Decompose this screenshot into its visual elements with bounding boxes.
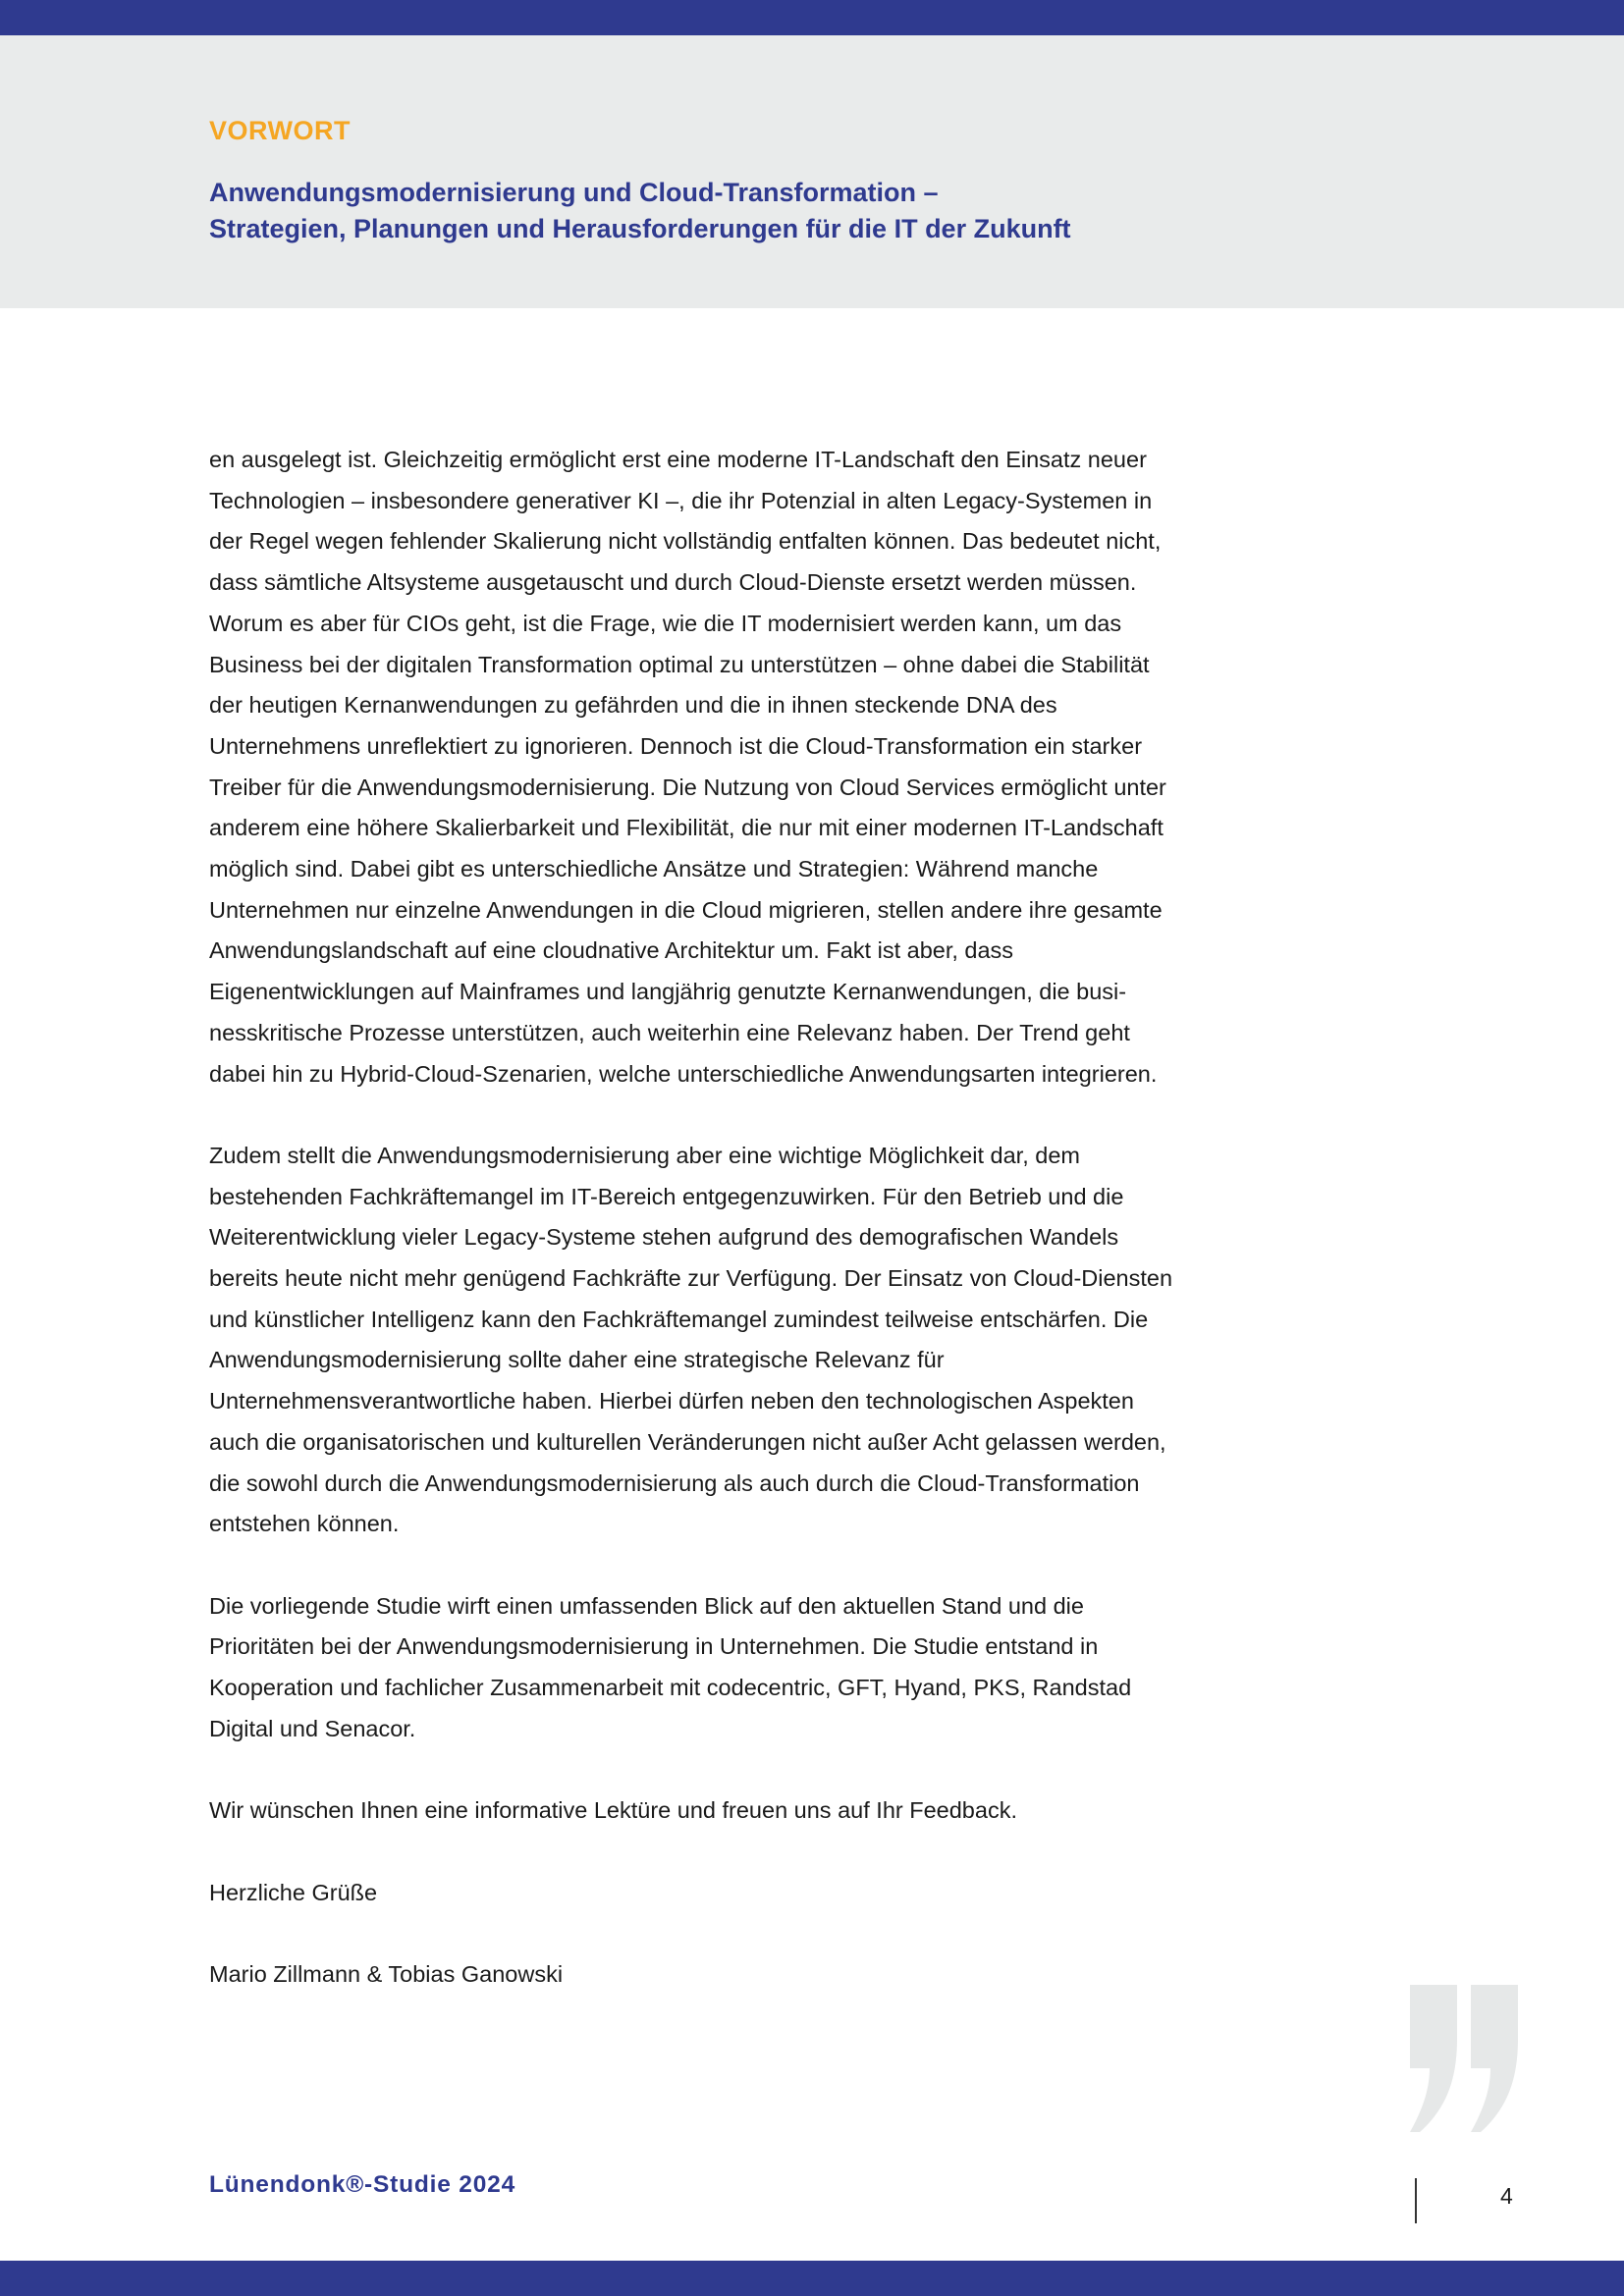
header-band	[0, 35, 1624, 308]
closing-greeting: Herzliche Grüße	[209, 1879, 378, 1905]
page-title-line-2: Strategien, Planungen und Herausforderungen für die IT der Zukunft	[209, 214, 1071, 243]
bottom-accent-bar	[0, 2261, 1624, 2296]
signature: Mario Zillmann & Tobias Ganowski	[209, 1960, 564, 1987]
top-accent-bar	[0, 0, 1624, 35]
paragraph-3: Die vorliegende Studie wirft einen umfassenden Blick auf den aktuellen Stand und die Prioritäten bei der Anwendungsmodernisierung in Unternehmen. Die Studie entstand in Kooperation und fachlicher Zusammenarbeit mit codecentric, GFT, Hyand, PKS, Randstad Digital und Senacor.	[209, 1592, 1132, 1741]
body-text	[209, 440, 1181, 1996]
paragraph-1: en ausgelegt ist. Gleichzeitig ermöglicht erst eine moderne IT-Landschaft den Einsatz neuer Technologien – insbesondere generativer KI –, die ihr Potenzial in alten Legacy-Systemen in der Regel wegen fehlender Skalierung nicht vollständig entfalten können. Das bedeutet nicht, dass sämtliche Altsysteme ausgetauscht und durch Cloud-Dienste ersetzt werden müssen. Worum es aber für CIOs geht, ist die Frage, wie die IT modernisiert werden kann, um das Business bei der digitalen Transformation optimal zu unterstützen – ohne dabei die Stabilität der heutigen Kernanwendungen zu gefährden und die in ihnen steckende DNA des Unternehmens unreflektiert zu ignorieren. Dennoch ist die Cloud-Transformation ein starker Treiber für die Anwendungsmodernisierung. Die Nutzung von Cloud Services ermöglicht unter anderem eine höhere Skalierbarkeit und Flexibilität, die nur mit einer modernen IT-Landschaft möglich sind. Dabei gibt es unterschiedliche Ansätze und Strategien: Während manche Unternehmen nur einzelne Anwendungen in die Cloud migrieren, stellen andere ihre gesamte Anwendungslandschaft auf eine cloudnative Architektur um. Fakt ist aber, dass Eigenentwicklungen auf Mainframes und langjährig genutzte Kernanwendungen, die businesskritische Prozesse unterstützen, auch weiterhin eine Relevanz haben. Der Trend geht dabei hin zu Hybrid-Cloud-Szenarien, welche unterschiedliche Anwendungsarten integrieren.	[209, 447, 1166, 1087]
paragraph-4: Wir wünschen Ihnen eine informative Lektüre und freuen uns auf Ihr Feedback.	[209, 1797, 1017, 1824]
closing-quote-icon	[1410, 1985, 1528, 2132]
footer-brand: Lünendonk®-Studie 2024	[209, 2171, 515, 2198]
paragraph-2: Zudem stellt die Anwendungsmodernisierung aber eine wichtige Möglichkeit dar, dem bestehenden Fachkräftemangel im IT-Bereich entgegenzuwirken. Für den Betrieb und die Weiterentwicklung vieler Legacy-Systeme stehen aufgrund des demografischen Wandels bereits heute nicht mehr genügend Fachkräfte zur Verfügung. Der Einsatz von Cloud-Diensten und künstlicher Intelligenz kann den Fachkräftemangel zumindest teilweise entschärfen. Die Anwendungsmodernisierung sollte daher eine strategische Relevanz für Unternehmensverantwortliche haben. Hierbei dürfen neben den technologischen Aspekten auch die organisatorischen und kulturellen Veränderungen nicht außer Acht gelassen werden, die sowohl durch die Anwendungsmodernisierung als auch durch die Cloud-Transformation entstehen können.	[209, 1142, 1173, 1537]
page-title	[209, 175, 1289, 247]
page-title-line-1: Anwendungsmodernisierung und Cloud-Transformation –	[209, 178, 939, 207]
section-label: VORWORT	[209, 116, 351, 145]
page-number: 4	[1500, 2183, 1513, 2209]
footer-divider	[1415, 2178, 1417, 2223]
